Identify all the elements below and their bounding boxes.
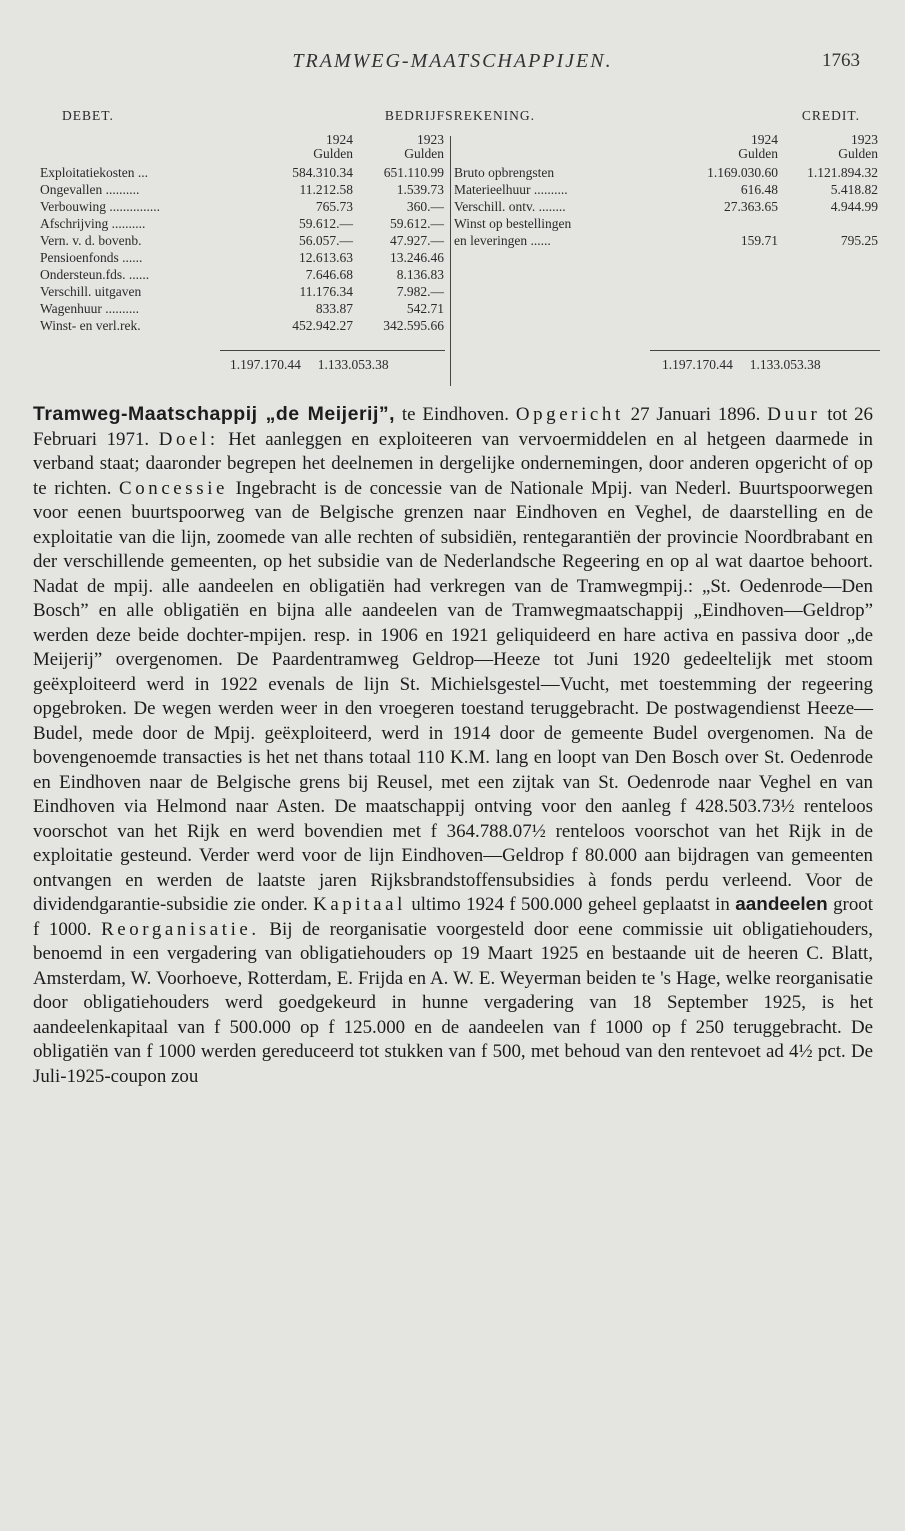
credit-total-rule — [650, 350, 880, 351]
table-row: Winst- en verl.rek. 452.942.27 342.595.66 — [40, 318, 444, 333]
company-name: Tramweg-Maatschappij „de Meijerij”, — [33, 403, 396, 425]
column-divider — [450, 136, 451, 386]
doel-label: Doel: — [158, 428, 219, 450]
article-paragraph: Tramweg-Maatschappij „de Meijerij”, te Eindhoven. Opgericht 27 Januari 1896. Duur tot 26 Februari 1971. Doel: Het aanleggen en exploiteeren van vervoermiddelen en al hetgeen daarmede in verband staat; daaronder begrepen het deelnemen in dergelijke ondernemingen, door anderen opgericht of op te richten. Concessie Ingebracht is de concessie van de Nationale Mpij. van Nederl. Buurtspoorwegen voor eenen buurtspoorweg van de Belgische grenzen naar Eindhoven en Veghel, de daarstelling en de exploitatie van die lijn, zoomede van alle rechten of subsidiën, rentegarantiën der provincie Noordbrabant en der verschillende gemeenten, op het subsidie van de Nederlandsche Regeering en op al wat daartoe behoort. Nadat de mpij. alle aandeelen en obligatiën had verkregen van de Tramwegmpij.: „St. Oedenrode—Den Bosch” en alle obligatiën en bijna alle aandeelen van de Tramwegmaatschappij „Eindhoven—Geldrop” werden deze beide dochter-mpijen. resp. in 1906 en 1921 geliquideerd en hare activa en passiva door „de Meijerij” overgenomen. De Paardentramweg Geldrop—Heeze tot Juni 1920 gedeeltelijk met stoom geëxploiteerd werd in 1922 evenals de lijn St. Michielsgestel—Vucht, met toestemming der regeering opgebroken. De wegen werden weer in den vroegeren toestand teruggebracht. De postwagendienst Heeze—Budel, mede door de Mpij. geëxploiteerd, werd in 1914 door de gemeente Budel overgenomen. Na de bovengenoemde transacties is het net thans totaal 110 K.M. lang en loopt van Den Bosch over St. Oedenrode en Eindhoven naar de Belgische grens bij Reusel, met een zijtak van St. Oedenrode naar Veghel en van Eindhoven via Helmond naar Asten. De maatschappij ontving voor den aanleg f 428.503.73½ renteloos voorschot van het Rijk en werd bovendien met f 364.788.07½ renteloos voorschot van het Rijk in de exploitatie gesteund. Verder werd voor de lijn Eindhoven—Geldrop f 80.000 aan bijdragen van gemeenten ontvangen en werden de laatste jaren Rijksbrandstoffensubsidies à fonds perdu verleend. Voor de dividendgarantie-subsidie zie onder. Kapitaal ultimo 1924 f 500.000 geheel geplaatst in aandeelen groot f 1000. Reorganisatie. Bij de reorganisatie voorgesteld door eene commissie uit obligatiehouders, benoemd in een vergadering van obligatiehouders op 19 Maart 1925 en bestaande uit de heeren C. Blatt, Amsterdam, W. Voorhoeve, Rotterdam, E. Frijda en A. W. E. Weyerman beiden te 's Hage, welke reorganisatie door obligatiehouders werd goedgekeurd in hunne vergadering van 18 September 1925, is het aandeelenkapitaal van f 500.000 op f 125.000 en de aandeelen van f 1000 op f 250 teruggebracht. De obligatiën van f 1000 werden gereduceerd tot stukken van f 500, met behoud van den rentevoet ad 4½ pct. De Juli-1925-coupon zou — [33, 403, 874, 1087]
amount-3: f 80.000 — [571, 845, 637, 866]
credit-label: CREDIT. — [801, 108, 860, 123]
duur-label: Duur — [767, 404, 821, 425]
amount-2: f 364.788.07½ — [430, 820, 546, 842]
amount-1: f 428.503.73½ — [679, 796, 795, 817]
table-row: Pensioenfonds ...... 12.613.63 13.246.46 — [40, 250, 444, 265]
credit-totals: 1.197.170.44 1.133.053.38 — [662, 357, 821, 372]
running-title: TRAMWEG-MAATSCHAPPIJEN. — [292, 50, 613, 72]
table-row: Verbouwing ............... 765.73 360.— — [40, 199, 444, 214]
table-row: Materieelhuur .......... 616.48 5.418.82 — [454, 182, 878, 197]
table-row: Vern. v. d. bovenb. 56.057.— 47.927.— — [40, 233, 444, 248]
aandeelen-word: aandeelen — [735, 894, 828, 915]
kapitaal-label: Kapitaal — [313, 894, 406, 915]
concessie-label: Concessie — [119, 477, 229, 499]
table-row: Ongevallen .......... 11.212.58 1.539.73 — [40, 182, 444, 197]
income-statement — [40, 108, 880, 386]
credit-col-1924: 1924 Gulden — [738, 132, 778, 161]
debit-col-1923: 1923 Gulden — [404, 132, 444, 161]
table-row: en leveringen ...... 159.71 795.25 — [454, 233, 878, 248]
debit-total-rule — [220, 350, 445, 351]
page-number: 1763 — [822, 50, 860, 71]
table-row: Afschrijving .......... 59.612.— 59.612.— — [40, 216, 444, 231]
debit-totals: 1.197.170.44 1.133.053.38 — [230, 357, 389, 372]
opgericht-label: Opgericht — [515, 404, 624, 425]
table-row: Exploitatiekosten ... 584.310.34 651.110.99 — [40, 165, 444, 180]
reorganisatie-label: Reorganisatie. — [101, 918, 260, 940]
article-body — [33, 402, 873, 1089]
statement-title: BEDRIJFSREKENING. — [384, 108, 536, 123]
table-row: Winst op bestellingen — [454, 216, 572, 231]
debet-label: DEBET. — [62, 108, 114, 123]
table-row: Ondersteun.fds. ...... 7.646.68 8.136.83 — [40, 267, 444, 282]
debit-col-1924: 1924 Gulden — [313, 132, 353, 161]
table-row: Wagenhuur .......... 833.87 542.71 — [40, 301, 444, 316]
table-row: Verschill. ontv. ........ 27.363.65 4.944.99 — [454, 199, 878, 214]
credit-col-1923: 1923 Gulden — [838, 132, 878, 161]
table-row: Verschill. uitgaven 11.176.34 7.982.— — [40, 284, 444, 299]
page-header — [0, 50, 905, 80]
table-row: Bruto opbrengsten 1.169.030.60 1.121.894.32 — [454, 165, 878, 180]
